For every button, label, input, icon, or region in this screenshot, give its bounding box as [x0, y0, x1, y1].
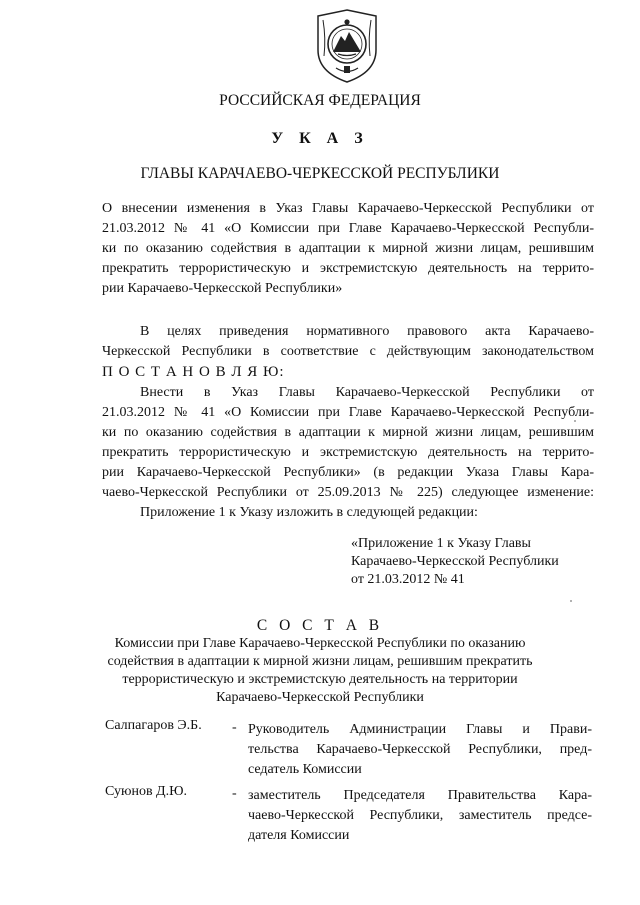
appendix-intro: Приложение 1 к Указу изложить в следующей редакции:: [140, 505, 478, 520]
member-role-line: тельства Карачаево-Черкесской Республики, пред-: [248, 742, 592, 757]
member-name: Салпагаров Э.Б.: [105, 718, 202, 733]
appendix-line: Карачаево-Черкесской Республики: [351, 554, 559, 569]
subject-line: ки по оказанию содействия в адаптации к мирной жизни лицам, решившим: [102, 241, 594, 256]
amend-line: Внести в Указ Главы Карачаево-Черкесской Республики от: [140, 385, 594, 400]
amend-line: ки по оказанию содействия в адаптации к мирной жизни лицам, решившим: [102, 425, 594, 440]
decree-word: П О С Т А Н О В Л Я Ю:: [102, 364, 285, 380]
composition-subtitle-line: Карачаево-Черкесской Республики: [216, 690, 424, 705]
member-dash: -: [232, 786, 237, 801]
subject-line: 21.03.2012 № 41 «О Комиссии при Главе Карачаево-Черкесской Республи-: [102, 221, 594, 236]
subject-line: О внесении изменения в Указ Главы Карачаево-Черкесской Республики от: [102, 201, 594, 216]
member-dash: -: [232, 720, 237, 735]
composition-subtitle-line: Комиссии при Главе Карачаево-Черкесской Республики по оказанию: [114, 636, 526, 651]
purpose-line: Черкесской Республики в соответствие с действующим законодательством: [102, 344, 594, 359]
federation-title: РОССИЙСКАЯ ФЕДЕРАЦИЯ: [219, 92, 421, 109]
decree-title: У К А З: [271, 130, 369, 147]
subject-line: прекратить террористическую и экстремистскую деятельность на террито-: [102, 261, 594, 276]
amend-line: 21.03.2012 № 41 «О Комиссии при Главе Карачаево-Черкесской Республи-: [102, 405, 594, 420]
purpose-line: В целях приведения нормативного правового акта Карачаево-: [140, 324, 594, 339]
head-title: ГЛАВЫ КАРАЧАЕВО-ЧЕРКЕССКОЙ РЕСПУБЛИКИ: [140, 165, 500, 182]
amend-line: чаево-Черкесской Республики от 25.09.2013 № 225) следующее изменение:: [102, 485, 594, 500]
appendix-line: «Приложение 1 к Указу Главы: [351, 536, 531, 551]
composition-subtitle-line: террористическую и экстремистскую деятельность на территории: [122, 672, 518, 687]
member-name: Суюнов Д.Ю.: [105, 784, 187, 799]
subject-line: рии Карачаево-Черкесской Республики»: [102, 281, 343, 296]
composition-title: С О С Т А В: [256, 617, 384, 634]
coat-of-arms-icon: [314, 8, 380, 84]
composition-subtitle-line: содействия в адаптации к мирной жизни лицам, решившим прекратить: [107, 654, 533, 669]
amend-line: прекратить террористическую и экстремистскую деятельность на террито-: [102, 445, 594, 460]
scan-speck: [570, 600, 572, 602]
member-role-line: дателя Комиссии: [248, 828, 350, 843]
scan-speck: [574, 420, 576, 422]
appendix-line: от 21.03.2012 № 41: [351, 572, 465, 587]
member-role-line: чаево-Черкесской Республики, заместитель предсе-: [248, 808, 592, 823]
amend-line: рии Карачаево-Черкесской Республики» (в редакции Указа Главы Кара-: [102, 465, 594, 480]
member-role-line: заместитель Председателя Правительства Кара-: [248, 788, 592, 803]
member-role-line: седатель Комиссии: [248, 762, 362, 777]
member-role-line: Руководитель Администрации Главы и Прави-: [248, 722, 592, 737]
